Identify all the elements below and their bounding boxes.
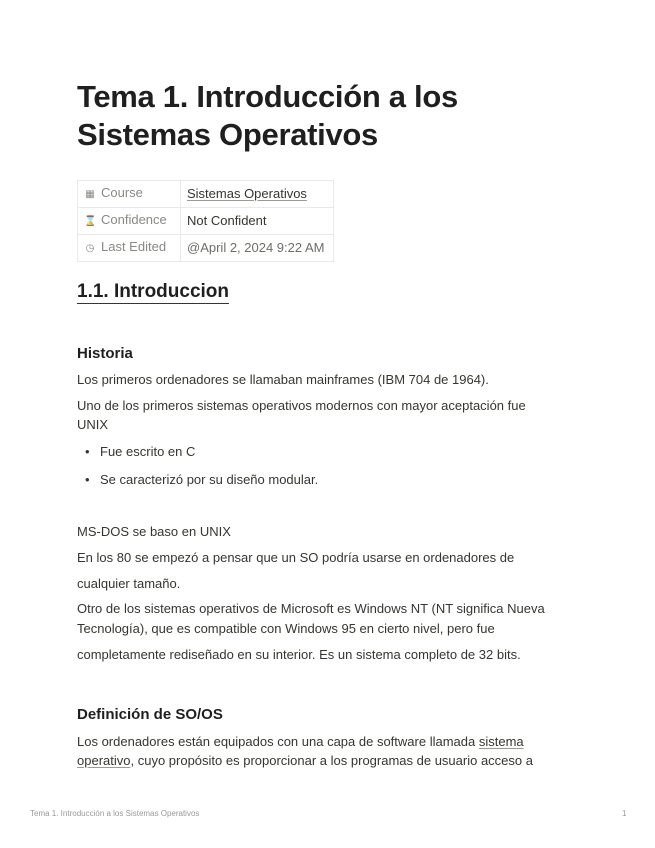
historia-heading: Historia [77,345,133,362]
paragraph: Otro de los sistemas operativos de Microsoft es Windows NT (NT significa Nueva [77,601,545,616]
section-heading: 1.1. Introduccion [77,281,230,302]
paragraph: Los primeros ordenadores se llamaban mainframes (IBM 704 de 1964). [77,372,489,387]
list-item: • Fue escrito en C [87,442,195,462]
property-key: Course [101,185,143,200]
property-row-confidence [78,208,334,235]
footer-title: Tema 1. Introducción a los Sistemas Operativos [30,809,200,818]
last-edited-value: @April 2, 2024 9:22 AM [187,240,325,255]
property-row-last-edited [78,235,334,262]
definicion-heading: Definición de SO/OS [77,706,223,723]
paragraph: completamente rediseñado en su interior. Es un sistema completo de 32 bits. [77,647,521,662]
list-item: • Se caracterizó por su diseño modular. [87,470,318,490]
loading-icon: ⌛ [84,216,97,227]
properties-table [77,180,334,262]
course-link[interactable]: Sistemas Operativos [187,186,307,201]
paragraph: Uno de los primeros sistemas operativos modernos con mayor aceptación fue [77,398,526,413]
paragraph: operativo, cuyo propósito es proporcionar a los programas de usuario acceso a [77,753,533,768]
paragraph: MS-DOS se baso en UNIX [77,524,231,539]
paragraph: Tecnología), que es compatible con Windows 95 en cierto nivel, pero fue [77,621,495,636]
paragraph: UNIX [77,417,109,432]
property-key: Confidence [101,212,167,227]
sistema-link[interactable]: sistema [478,734,524,749]
book-icon: ▦ [85,189,95,200]
page-title: Tema 1. Introducción a los Sistemas Operativos [77,79,458,152]
property-key: Last Edited [101,239,167,254]
clock-icon: ◷ [85,243,95,254]
paragraph: Los ordenadores están equipados con una capa de software llamada sistema [77,734,524,749]
property-row-course [78,181,334,208]
page-number: 1 [622,809,627,818]
paragraph: En los 80 se empezó a pensar que un SO podría usarse en ordenadores de [77,550,515,565]
paragraph: cualquier tamaño. [77,576,181,591]
operativo-link[interactable]: operativo [77,753,131,768]
confidence-value[interactable]: Not Confident [187,213,267,228]
